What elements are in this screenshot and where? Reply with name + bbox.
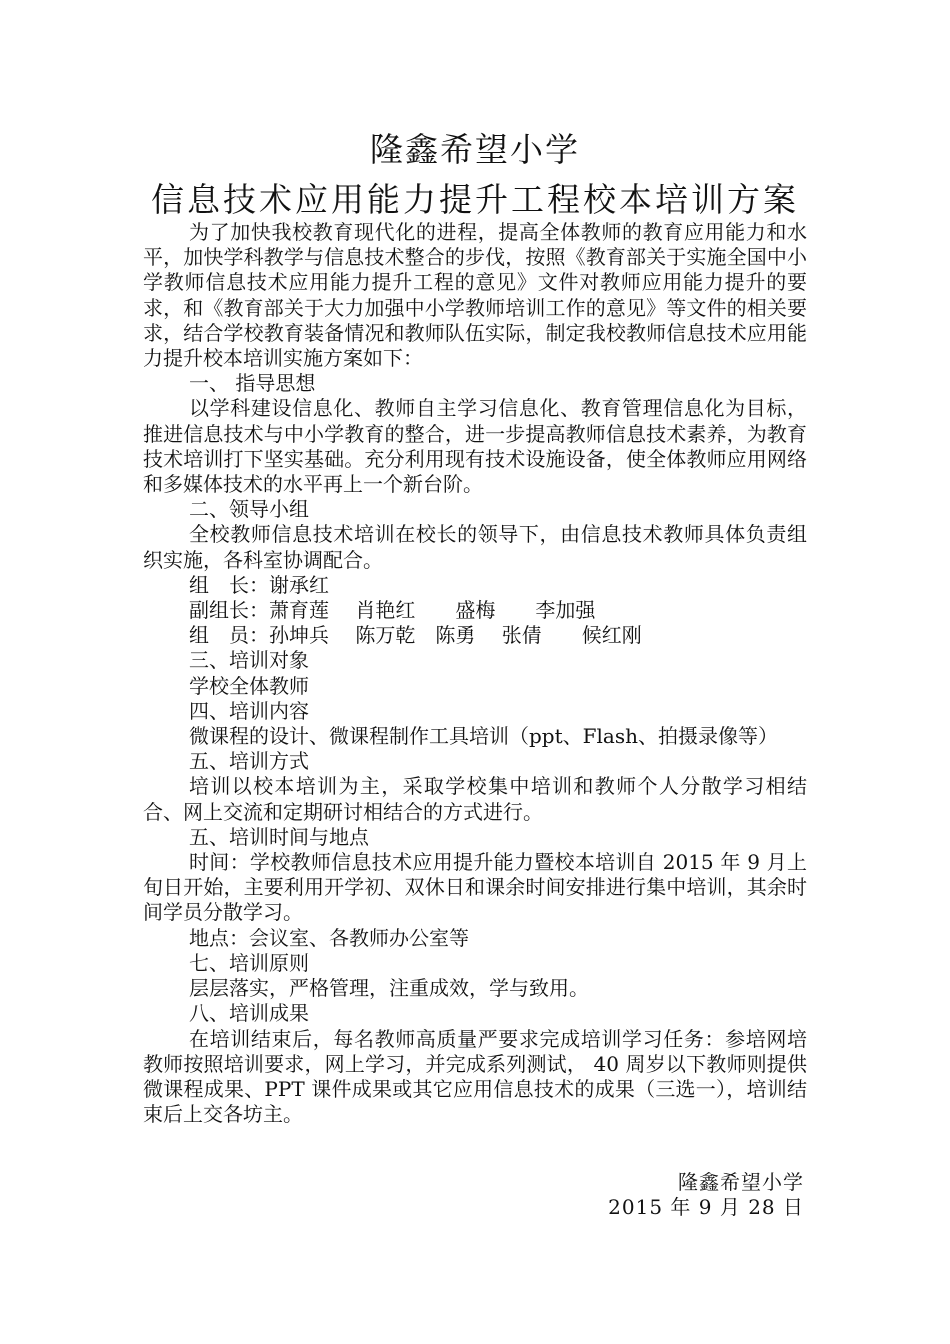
section-heading-method: 五、培训方式 (189, 749, 309, 774)
intro-paragraph: 为了加快我校教育现代化的进程，提高全体教师的教育应用能力和水平，加快学科教学与信息技术整合的步伐，按照《教育部关于实施全国中小学教师信息技术应用能力提升工程的意见》文件对教师应用能力提升的要求，和《教育部关于大力加强中小学教师培训工作的意见》等文件的相关要求，结合学校教育装备情况和教师队伍实际，制定我校教师信息技术应用能力提升校本培训实施方案如下： (143, 220, 807, 371)
content-paragraph: 微课程的设计、微课程制作工具培训（ppt、Flash、拍摄录像等） (189, 724, 778, 749)
section-heading-targets: 三、培训对象 (189, 648, 309, 673)
document-title: 信息技术应用能力提升工程校本培训方案 (151, 180, 799, 219)
section-heading-guiding-thought: 一、 指导思想 (189, 371, 316, 396)
targets-paragraph: 学校全体教师 (189, 673, 309, 698)
results-paragraph: 在培训结束后，每名教师高质量严要求完成培训学习任务：参培网培教师按照培训要求，网上学习，并完成系列测试， 40 周岁以下教师则提供微课程成果、PPT 课件成果或其它应用信息技术的成果（三选一），培训结束后上交各坊主。 (143, 1026, 807, 1127)
section-heading-time-place: 五、培训时间与地点 (189, 824, 369, 849)
section-heading-leadership: 二、领导小组 (189, 497, 309, 522)
leader-line: 组 长：谢承红 (189, 572, 329, 597)
section-heading-content: 四、培训内容 (189, 698, 309, 723)
signature-school: 隆鑫希望小学 (678, 1170, 804, 1194)
section-heading-results: 八、培训成果 (189, 1001, 309, 1026)
section-heading-principles: 七、培训原则 (189, 950, 309, 975)
method-paragraph: 培训以校本培训为主，采取学校集中培训和教师个人分散学习相结合、网上交流和定期研讨相结合的方式进行。 (143, 774, 807, 824)
deputy-leader-line: 副组长：萧育莲 肖艳红 盛梅 李加强 (189, 598, 596, 623)
signature-block (608, 1170, 804, 1220)
leadership-paragraph: 全校教师信息技术培训在校长的领导下，由信息技术教师具体负责组织实施，各科室协调配合。 (143, 522, 807, 572)
school-name-title: 隆鑫希望小学 (370, 130, 580, 169)
members-line: 组 员：孙坤兵 陈万乾 陈勇 张倩 候红刚 (189, 623, 642, 648)
signature-date: 2015 年 9 月 28 日 (608, 1195, 804, 1220)
time-paragraph: 时间：学校教师信息技术应用提升能力暨校本培训自 2015 年 9 月上旬日开始，主要利用开学初、双休日和课余时间安排进行集中培训，其余时间学员分散学习。 (143, 850, 807, 925)
guiding-thought-paragraph: 以学科建设信息化、教师自主学习信息化、教育管理信息化为目标，推进信息技术与中小学教育的整合，进一步提高教师信息技术素养，为教育技术培训打下坚实基础。充分利用现有技术设施设备，使全体教师应用网络和多媒体技术的水平再上一个新台阶。 (143, 396, 807, 497)
place-paragraph: 地点：会议室、各教师办公室等 (189, 925, 469, 950)
principles-paragraph: 层层落实，严格管理，注重成效，学与致用。 (189, 976, 589, 1001)
document-body (143, 220, 807, 1127)
